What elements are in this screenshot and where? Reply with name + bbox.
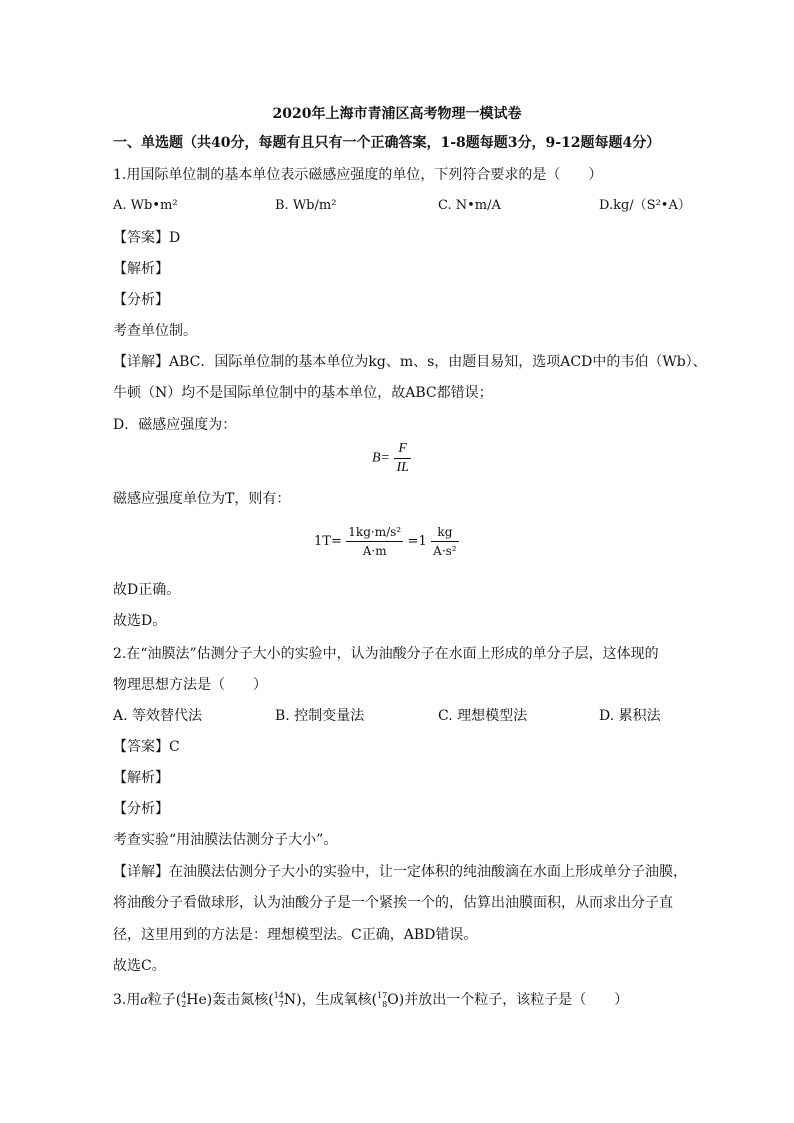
q2-choose: 故选C。 xyxy=(113,958,166,974)
q1-detail-line2: 牛顿（N）均不是国际单位制中的基本单位，故ABC都错误； xyxy=(113,385,493,401)
nitrogen-mass-number: 14 xyxy=(273,991,284,1000)
q1-option-d: D.kg/（S²•A） xyxy=(599,198,691,213)
q1-choose: 故选D。 xyxy=(113,613,167,629)
oxygen-atomic-number: 8 xyxy=(382,1000,388,1009)
formula2-lhs: 1T= xyxy=(314,534,342,549)
q2-jiexi-label: 【解析】 xyxy=(113,770,169,786)
formula2-fraction2 xyxy=(431,523,458,560)
formula1-denominator: IL xyxy=(396,460,409,475)
q3-part4: N)，生成氧核( xyxy=(283,992,378,1008)
q1-fenxi-label: 【分析】 xyxy=(113,292,169,308)
oxygen-mass-number: 17 xyxy=(377,991,388,1000)
q2-answer: 【答案】C xyxy=(113,739,180,755)
formula2-numerator2: kg xyxy=(431,523,458,542)
q2-option-c: C. 理想模型法 xyxy=(438,708,528,724)
oxygen-numbers xyxy=(377,991,387,1009)
q1-detail-line3: D．磁感应强度为： xyxy=(113,417,237,433)
formula2-numerator1: 1kg·m/s² xyxy=(346,523,403,542)
formula2-mid: =1 xyxy=(407,534,427,549)
formula2-denominator1: A·m xyxy=(362,544,387,558)
q1-answer: 【答案】D xyxy=(113,230,181,246)
formula2-fraction1 xyxy=(346,523,403,560)
q3-part2: 粒子( xyxy=(147,992,182,1008)
nitrogen-atomic-number: 7 xyxy=(278,1000,284,1009)
q2-detail-line1: 【详解】在油膜法估测分子大小的实验中，让一定体积的纯油酸滴在水面上形成单分子油膜， xyxy=(113,864,687,880)
formula1-numerator: F xyxy=(394,440,410,459)
q1-stem: 1.用国际单位制的基本单位表示磁感应强度的单位，下列符合要求的是（ ） xyxy=(113,167,603,183)
q1-option-a: A. Wb•m² xyxy=(113,198,178,213)
formula1-fraction xyxy=(394,440,410,477)
q3-part5: O)并放出一个粒子，该粒子是（ ） xyxy=(387,992,629,1008)
q2-detail-line2: 将油酸分子看做球形，认为油酸分子是一个紧挨一个的，估算出油膜面积，从而求出分子直 xyxy=(113,895,673,911)
q1-jiexi-label: 【解析】 xyxy=(113,261,169,277)
q1-detail-line1: 【详解】ABC．国际单位制的基本单位为kg、m、s，由题目易知，选项ACD中的韦伯（Wb）、 xyxy=(113,354,707,370)
q3-part3: He)轰击氮核( xyxy=(186,992,274,1008)
helium-mass-number: 4 xyxy=(181,991,187,1000)
q1-option-c: C. N•m/A xyxy=(438,198,501,213)
q2-option-d: D. 累积法 xyxy=(599,708,661,724)
q2-option-b: B. 控制变量法 xyxy=(275,708,365,724)
section-heading: 一、单选题（共40分，每题有且只有一个正确答案，1-8题每题3分，9-12题每题4分） xyxy=(113,135,661,151)
q1-detail-line4: 磁感应强度单位为T，则有： xyxy=(113,491,291,507)
q1-analysis: 考查单位制。 xyxy=(113,323,197,339)
q3-stem xyxy=(113,990,628,1011)
nitrogen-numbers xyxy=(274,991,284,1009)
formula1-lhs: B= xyxy=(372,450,390,466)
alpha-symbol: α xyxy=(140,993,148,1008)
q2-option-a: A. 等效替代法 xyxy=(113,708,203,724)
q2-stem-line2: 物理思想方法是（ ） xyxy=(113,677,267,693)
q1-option-b: B. Wb/m² xyxy=(275,198,337,213)
q2-fenxi-label: 【分析】 xyxy=(113,801,169,817)
formula2-denominator2: A·s² xyxy=(433,544,457,558)
q2-analysis: 考查实验“用油膜法估测分子大小”。 xyxy=(113,832,338,848)
helium-atomic-number: 2 xyxy=(181,1000,187,1009)
formula-b-equals-f-over-il xyxy=(372,440,411,477)
q1-correct: 故D正确。 xyxy=(113,582,181,598)
q2-stem-line1: 2.在“油膜法”估测分子大小的实验中，认为油酸分子在水面上形成的单分子层，这体现的 xyxy=(113,646,659,662)
q2-detail-line3: 径，这里用到的方法是：理想模型法。C正确，ABD错误。 xyxy=(113,927,478,943)
q3-part1: 3.用 xyxy=(113,992,141,1008)
page-title: 2020年上海市青浦区高考物理一模试卷 xyxy=(272,106,522,122)
formula-tesla-unit xyxy=(314,523,459,560)
